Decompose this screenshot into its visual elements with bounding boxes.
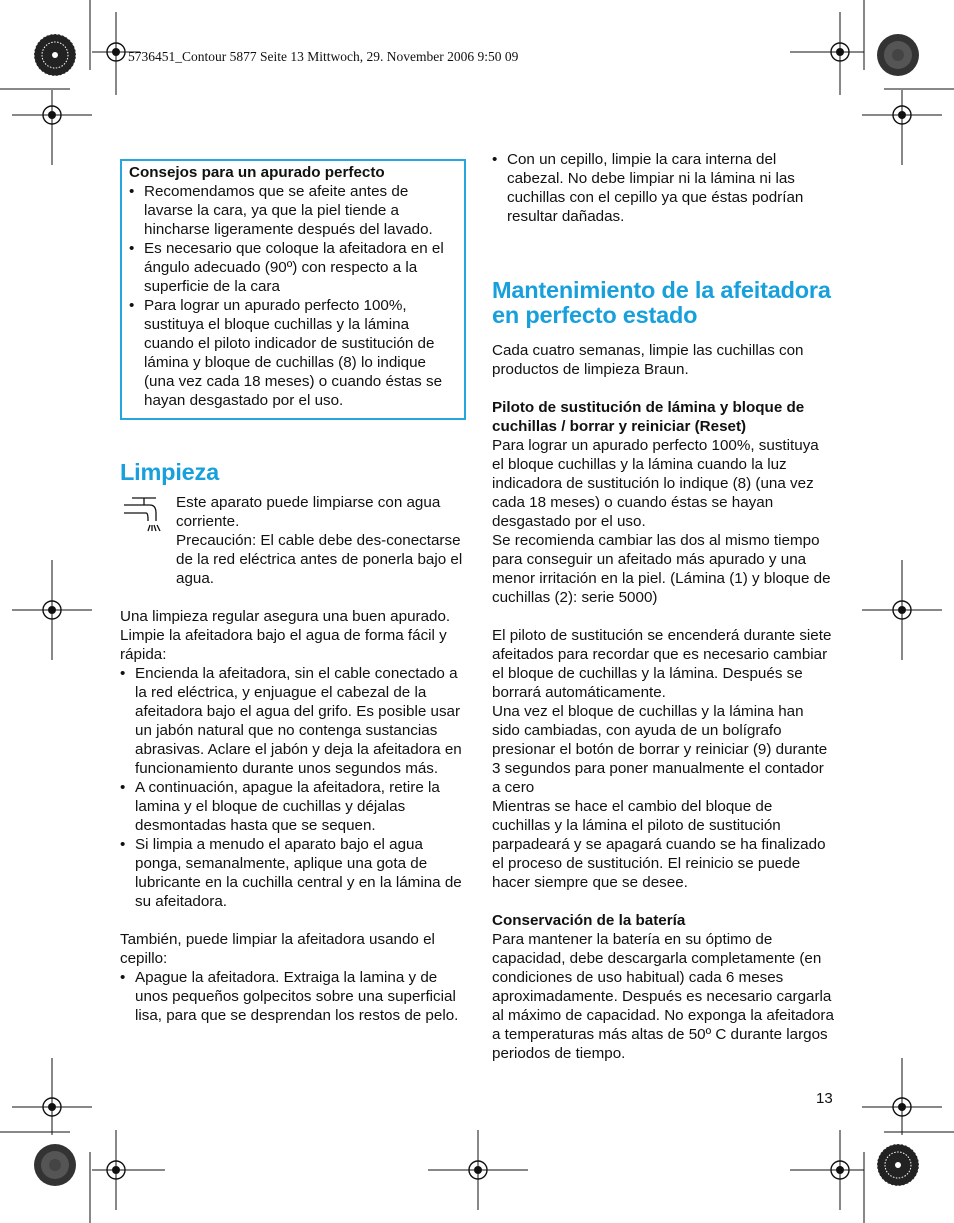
- maintenance-intro: Cada cuatro semanas, limpie las cuchillas con productos de limpieza Braun.: [492, 342, 804, 378]
- caution-text: Precaución: El cable debe des-conectarse de la red eléctrica antes de ponerla bajo el agua.: [176, 532, 463, 587]
- cleaning-list: [120, 664, 466, 911]
- reset-paragraph: Para lograr un apurado perfecto 100%, sustituya el bloque cuchillas y la lámina cuando la luz indicadora de sustitución lo indique (8) (una vez cada 18 meses) o cuando éstas se hayan desgastado por el uso.: [492, 437, 819, 530]
- pilot-paragraph: Mientras se hace el cambio del bloque de cuchillas y la lámina el piloto de sustitución parpadeará y se apagará cuando se ha finalizado el proceso de sustitución. El reinicio se puede hacer siempre que se desee.: [492, 798, 826, 891]
- battery-title: Conservación de la batería: [492, 912, 686, 929]
- pilot-paragraph: Una vez el bloque de cuchillas y la lámina han sido cambiadas, con ayuda de un bolígrafo presionar el botón de borrar y reiniciar (9) durante 3 segundos para poner manualmente el contador a cero: [492, 703, 828, 796]
- brush-item: • Con un cepillo, limpie la cara interna del cabezal. No debe limpiar ni la lámina ni las cuchillas con el cepillo ya que éstas podrían resultar dañadas.: [492, 150, 834, 226]
- tips-list: [129, 182, 456, 410]
- tips-item: • Recomendamos que se afeite antes de lavarse la cara, ya que la piel tiende a hincharse ligeramente después del lavado.: [129, 182, 456, 239]
- brush-intro: También, puede limpiar la afeitadora usando el cepillo:: [120, 931, 435, 967]
- cleaning-item: • Si limpia a menudo el aparato bajo el agua ponga, semanalmente, aplique una gota de lubricante en la cuchilla central y en la lámina de su afeitadora.: [120, 835, 466, 911]
- tips-box: [120, 159, 466, 420]
- cleaning-item: • A continuación, apague la afeitadora, retire la lamina y el bloque de cuchillas y déjalas desmontadas hasta que se sequen.: [120, 778, 466, 835]
- regular-cleaning-text: Una limpieza regular asegura una buen apurado. Limpie la afeitadora bajo el agua de forma fácil y rápida:: [120, 608, 451, 663]
- water-notice: [120, 493, 466, 531]
- right-column: [492, 150, 834, 1063]
- mantenimiento-heading: Mantenimiento de la afeitadora en perfecto estado: [492, 277, 831, 328]
- reset-paragraph: Se recomienda cambiar las dos al mismo tiempo para conseguir un afeitado más apurado y una menor irritación en la piel. (Lámina (1) y bloque de cuchillas (2): serie 5000): [492, 532, 831, 606]
- faucet-icon: [120, 495, 168, 535]
- tips-title: Consejos para un apurado perfecto: [129, 164, 385, 181]
- battery-paragraph: Para mantener la batería en su óptimo de capacidad, debe descargarla completamente (en condiciones de uso habitual) cada 6 meses aproximadamente. Después es necesario cargarla al máximo de capacidad. No exponga la afeitadora a temperaturas más altas de 50º C durante largos periodos de tiempo.: [492, 931, 834, 1062]
- reset-title: Piloto de sustitución de lámina y bloque de cuchillas / borrar y reiniciar (Reset): [492, 399, 805, 435]
- left-column: [120, 159, 466, 1025]
- brush-list-continued: [492, 150, 834, 226]
- page-number: 13: [816, 1090, 833, 1107]
- slug-line: 5736451_Contour 5877 Seite 13 Mittwoch, 29. November 2006 9:50 09: [128, 49, 519, 64]
- cleaning-item: • Encienda la afeitadora, sin el cable conectado a la red eléctrica, y enjuague el cabezal de la afeitadora bajo el agua del grifo. Es posible usar un jabón natural que no contenga sustancias abrasivas. Aclare el jabón y deja la afeitadora en funcionamiento durante unos segundos más.: [120, 664, 466, 778]
- brush-item: • Apague la afeitadora. Extraiga la lamina y de unos pequeños golpecitos sobre una superficial lisa, para que se desprendan los restos de pelo.: [120, 968, 466, 1025]
- brush-list: [120, 968, 466, 1025]
- limpieza-heading: Limpieza: [120, 459, 219, 485]
- tips-item: • Para lograr un apurado perfecto 100%, sustituya el bloque cuchillas y la lámina cuando el piloto indicador de sustitución de lámina y bloque de cuchillas (8) lo indique (una vez cada 18 meses) o cuando éstas se hayan desgastado por el uso.: [129, 296, 456, 410]
- tips-item: • Es necesario que coloque la afeitadora en el ángulo adecuado (90º) con respecto a la superficie de la cara: [129, 239, 456, 296]
- water-intro: Este aparato puede limpiarse con agua corriente.: [176, 494, 441, 530]
- pilot-paragraph: El piloto de sustitución se encenderá durante siete afeitados para recordar que es necesario cambiar el bloque de cuchillas y la lámina. Después se borrará automáticamente.: [492, 627, 832, 701]
